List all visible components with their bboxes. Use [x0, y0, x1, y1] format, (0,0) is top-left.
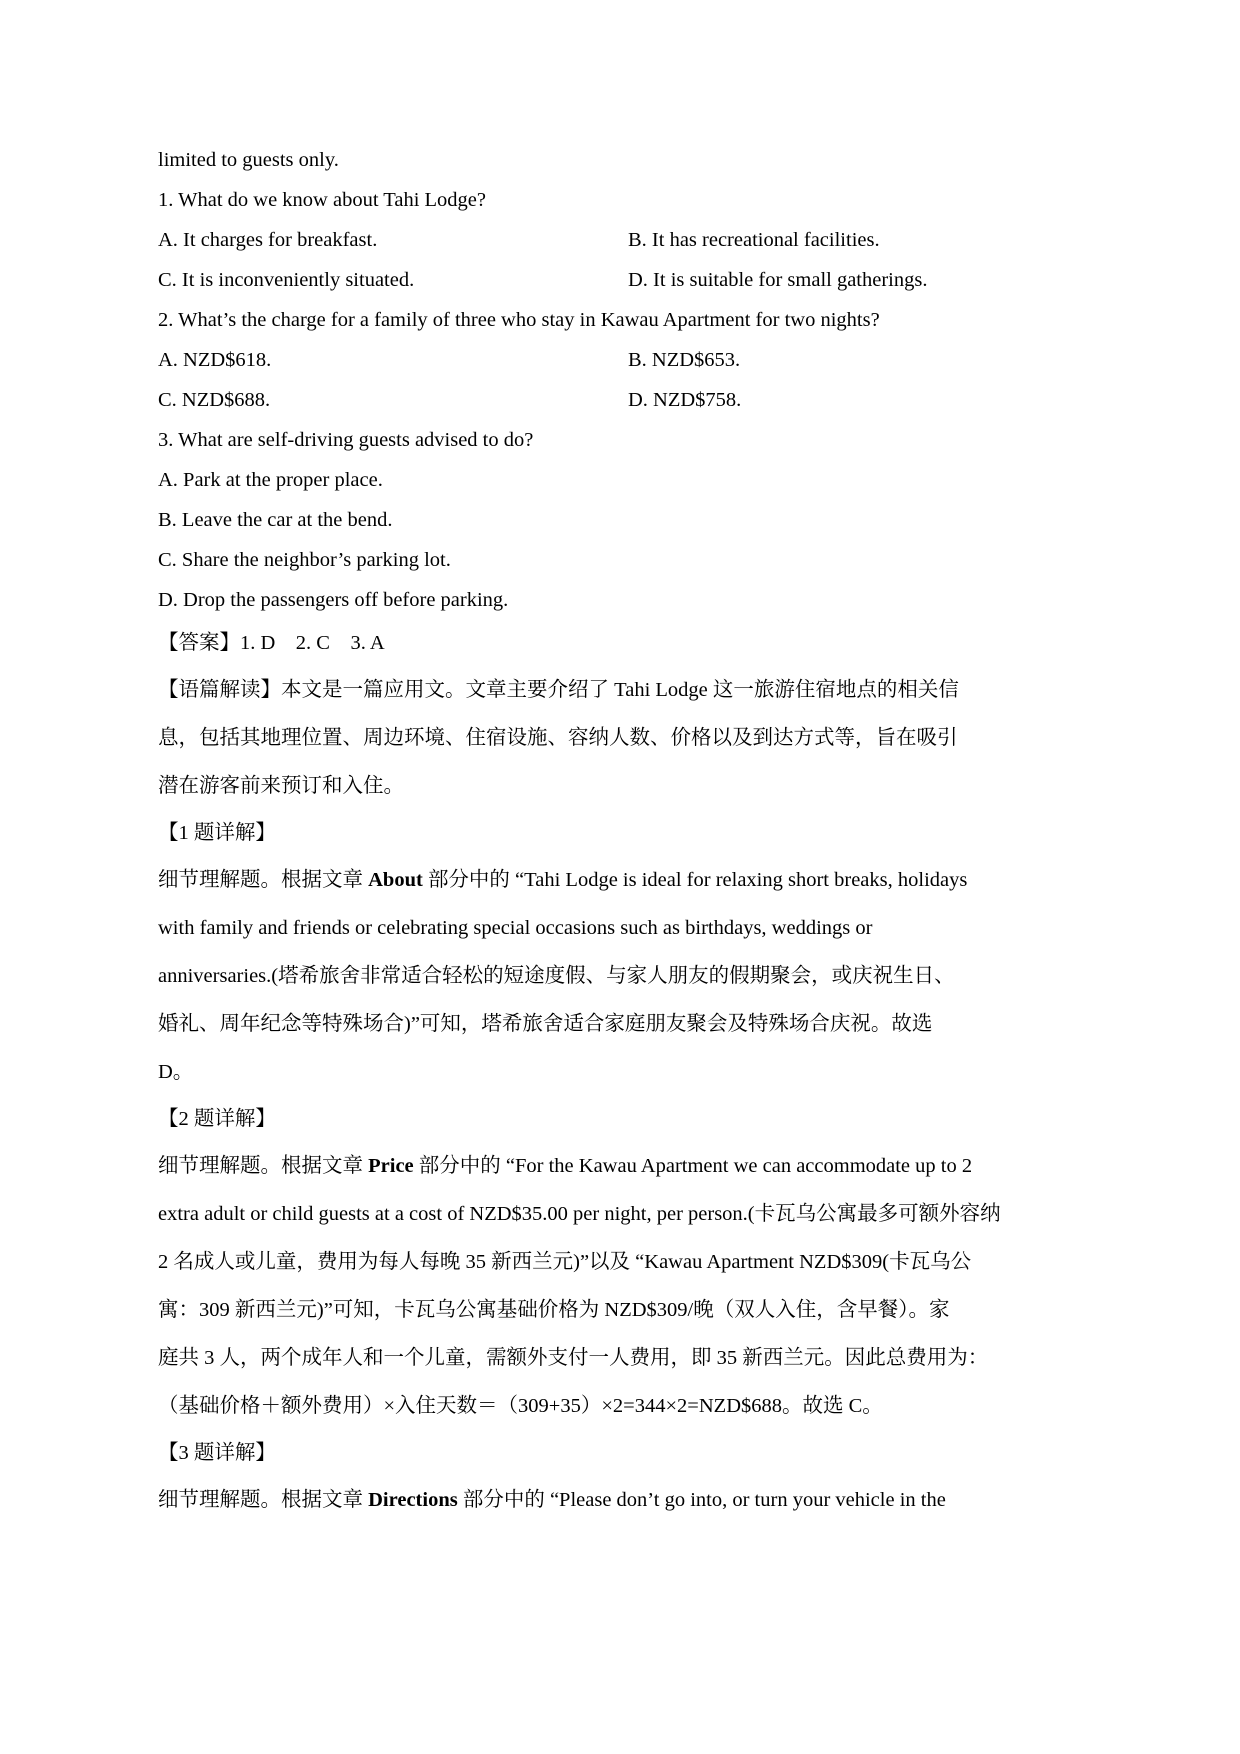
explanation-3-line-1-post: 部分中的 “Please don’t go into, or turn your vehicle in the [457, 1489, 946, 1511]
question-2-options-row-2 [158, 380, 1103, 420]
explanation-2-line-3: 2 名成人或儿童，费用为每人每晚 35 新西兰元)”以及 “Kawau Apartment NZD$309(卡瓦乌公 [158, 1251, 972, 1273]
question-3-stem: 3. What are self-driving guests advised to do? [158, 429, 534, 451]
question-2-stem: 2. What’s the charge for a family of three who stay in Kawau Apartment for two nights? [158, 309, 880, 331]
question-2-option-a[interactable]: A. NZD$618. [158, 349, 272, 371]
passage-analysis-line-3: 潜在游客前来预订和入住。 [158, 775, 404, 797]
explanation-2-line-4: 寓：309 新西兰元)”可知，卡瓦乌公寓基础价格为 NZD$309/晚（双人入住，含早餐）。家 [158, 1299, 950, 1321]
explanation-2-line-5: 庭共 3 人，两个成年人和一个儿童，需额外支付一人费用，即 35 新西兰元。因此总费用为： [158, 1347, 989, 1369]
question-1-option-d[interactable]: D. It is suitable for small gatherings. [628, 269, 928, 291]
explanation-2-line-1-post: 部分中的 “For the Kawau Apartment we can accommodate up to 2 [413, 1155, 973, 1177]
explanation-3-keyword: Directions [368, 1489, 458, 1511]
explanation-1-line-5: D。 [158, 1061, 194, 1083]
question-1-option-a[interactable]: A. It charges for breakfast. [158, 229, 378, 251]
page-content [158, 140, 1103, 1524]
question-2-option-c[interactable]: C. NZD$688. [158, 389, 271, 411]
explanation-2-line-1-pre: 细节理解题。根据文章 [158, 1155, 369, 1177]
question-2-options-row-1 [158, 340, 1103, 380]
explanation-3-heading: 【3 题详解】 [158, 1442, 276, 1464]
answer-key-values: 1. D 2. C 3. A [240, 632, 385, 654]
explanation-3-line-1 [158, 1476, 1103, 1524]
question-2-option-d[interactable]: D. NZD$758. [628, 389, 742, 411]
explanation-2-calculation-line: （基础价格＋额外费用）×入住天数＝（309+35）×2=344×2=NZD$688。故选 C。 [158, 1395, 883, 1417]
question-1-options-row-2 [158, 260, 1103, 300]
explanation-1-line-3: anniversaries.(塔希旅舍非常适合轻松的短途度假、与家人朋友的假期聚会，或庆祝生日、 [158, 965, 955, 987]
explanation-1-heading: 【1 题详解】 [158, 822, 276, 844]
question-1-options-row-1 [158, 220, 1103, 260]
explanation-2-line-1 [158, 1142, 1103, 1190]
question-1-option-b[interactable]: B. It has recreational facilities. [628, 229, 880, 251]
explanation-1-keyword: About [368, 869, 423, 891]
explanation-1-line-1-post: 部分中的 “Tahi Lodge is ideal for relaxing short breaks, holidays [422, 869, 968, 891]
explanation-2-keyword: Price [368, 1155, 414, 1177]
question-3-option-b[interactable]: B. Leave the car at the bend. [158, 509, 393, 531]
explanation-1-line-4: 婚礼、周年纪念等特殊场合)”可知，塔希旅舍适合家庭朋友聚会及特殊场合庆祝。故选 [158, 1013, 933, 1035]
question-3-option-d[interactable]: D. Drop the passengers off before parking. [158, 589, 509, 611]
question-2-option-b[interactable]: B. NZD$653. [628, 349, 741, 371]
explanation-2-line-2: extra adult or child guests at a cost of NZD$35.00 per night, per person.(卡瓦乌公寓最多可额外容纳 [158, 1203, 1001, 1225]
explanation-2-heading: 【2 题详解】 [158, 1108, 276, 1130]
explanation-1-line-1-pre: 细节理解题。根据文章 [158, 869, 369, 891]
question-1-stem: 1. What do we know about Tahi Lodge? [158, 189, 487, 211]
answer-key-line [158, 620, 1103, 666]
explanation-1-line-1 [158, 856, 1103, 904]
question-3-option-a[interactable]: A. Park at the proper place. [158, 469, 383, 491]
explanation-1-line-2: with family and friends or celebrating special occasions such as birthdays, weddings or [158, 917, 873, 939]
passage-analysis-line-2: 息，包括其地理位置、周边环境、住宿设施、容纳人数、价格以及到达方式等，旨在吸引 [158, 727, 958, 749]
question-3-option-c[interactable]: C. Share the neighbor’s parking lot. [158, 549, 451, 571]
question-1-option-c[interactable]: C. It is inconveniently situated. [158, 269, 415, 291]
intro-continuation-line: limited to guests only. [158, 149, 339, 171]
explanation-3-line-1-pre: 细节理解题。根据文章 [158, 1489, 369, 1511]
passage-analysis-line-1: 【语篇解读】本文是一篇应用文。文章主要介绍了 Tahi Lodge 这一旅游住宿地点的相关信 [158, 679, 959, 701]
answer-key-label: 【答案】 [158, 632, 240, 654]
